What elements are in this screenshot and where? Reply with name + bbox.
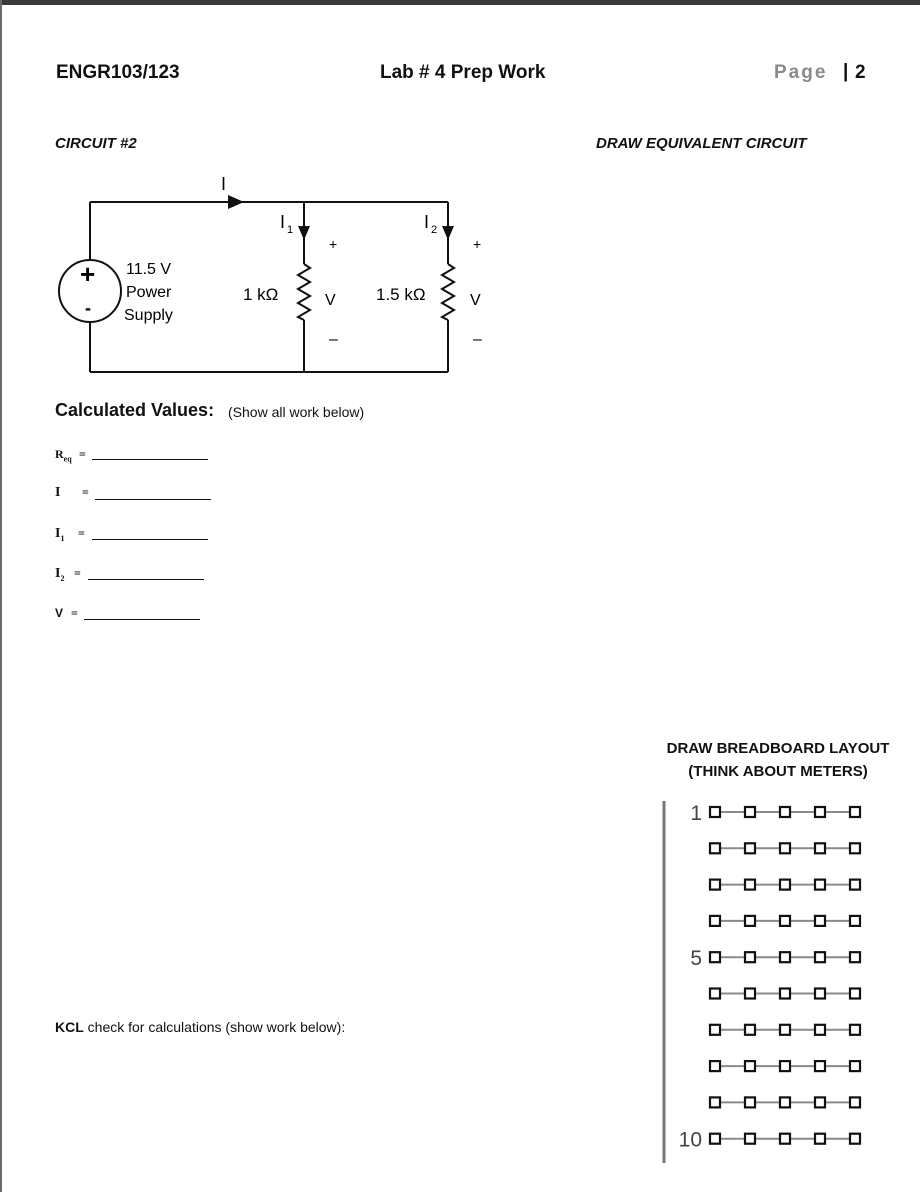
circuit-diagram	[0, 0, 920, 400]
breadboard-row	[690, 802, 860, 825]
field-i2-line[interactable]	[88, 579, 204, 580]
breadboard-row	[710, 1025, 860, 1035]
source-plus-sign: +	[80, 259, 96, 289]
kcl-instruction: KCL check for calculations (show work below):	[55, 1019, 346, 1035]
field-req-equals: =	[79, 447, 86, 461]
field-i1-label: $I_1$	[55, 526, 65, 543]
v2-plus: +	[473, 236, 482, 252]
field-i-equals: =	[82, 485, 89, 499]
breadboard-row	[710, 880, 860, 890]
breadboard-hole[interactable]	[815, 916, 825, 926]
breadboard-hole[interactable]	[850, 1061, 860, 1071]
breadboard-hole[interactable]	[745, 880, 755, 890]
field-i1-equals: =	[78, 526, 85, 540]
equivalent-circuit-heading: DRAW EQUIVALENT CIRCUIT	[596, 135, 807, 152]
page-number: 2	[855, 62, 866, 83]
resistor-1-zigzag	[298, 264, 310, 320]
v2-minus: –	[473, 331, 482, 348]
field-i1-line[interactable]	[92, 539, 208, 540]
breadboard-hole[interactable]	[850, 1025, 860, 1035]
breadboard-hole[interactable]	[780, 1061, 790, 1071]
breadboard-row	[690, 947, 860, 970]
field-req-label: $R_{eq}$	[55, 447, 72, 464]
breadboard-hole[interactable]	[710, 1061, 720, 1071]
breadboard-row-number: 10	[678, 1128, 702, 1152]
breadboard-hole[interactable]	[780, 843, 790, 853]
field-v-line[interactable]	[84, 619, 200, 620]
current-arrow-1	[298, 226, 310, 240]
resistor-1-label: 1 kΩ	[243, 285, 279, 304]
page-label: Page	[774, 62, 828, 83]
calculated-values-heading: Calculated Values:	[55, 400, 215, 420]
breadboard-row	[679, 1129, 860, 1152]
breadboard-hole[interactable]	[780, 1025, 790, 1035]
field-i2-equals: =	[74, 566, 81, 580]
field-i2-label: $I_2$	[55, 566, 65, 583]
calculated-values-note: (Show all work below)	[228, 404, 365, 420]
breadboard-hole[interactable]	[780, 1097, 790, 1107]
field-i-line[interactable]	[95, 499, 211, 500]
course-code: ENGR103/123	[56, 62, 180, 83]
breadboard-hole[interactable]	[850, 989, 860, 999]
v2-label: V	[470, 292, 481, 309]
breadboard-hole[interactable]	[745, 1061, 755, 1071]
breadboard-hole[interactable]	[815, 880, 825, 890]
v1-plus: +	[329, 236, 338, 252]
breadboard-row-number: 5	[690, 947, 702, 971]
breadboard-row	[710, 989, 860, 999]
breadboard-row	[710, 1061, 860, 1071]
breadboard-hole[interactable]	[850, 843, 860, 853]
page-separator: |	[843, 61, 849, 82]
breadboard-row	[710, 1097, 860, 1107]
breadboard-hole[interactable]	[850, 1097, 860, 1107]
source-minus-sign: -	[85, 298, 91, 318]
label-current-2-sub: 2	[431, 224, 438, 236]
current-arrow-2	[442, 226, 454, 240]
breadboard-hole[interactable]	[745, 952, 755, 962]
breadboard-hole[interactable]	[710, 916, 720, 926]
source-voltage: 11.5 V	[126, 261, 172, 278]
field-i-label: I	[55, 485, 61, 500]
breadboard-hole[interactable]	[745, 989, 755, 999]
resistor-2-label: 1.5 kΩ	[376, 285, 426, 304]
breadboard-row-number: 1	[690, 802, 702, 825]
breadboard-heading-line2: (THINK ABOUT METERS)	[688, 763, 868, 780]
breadboard-hole[interactable]	[815, 1061, 825, 1071]
breadboard-hole[interactable]	[815, 952, 825, 962]
breadboard-hole[interactable]	[710, 880, 720, 890]
breadboard-hole[interactable]	[745, 1097, 755, 1107]
field-v-label: V	[55, 606, 64, 620]
breadboard-hole[interactable]	[850, 916, 860, 926]
source-power: Power	[126, 284, 172, 301]
breadboard-hole[interactable]	[850, 1134, 860, 1144]
field-v-equals: =	[71, 606, 78, 620]
label-current-total: I	[221, 174, 227, 194]
breadboard-grid	[650, 795, 890, 1175]
breadboard-hole[interactable]	[745, 1025, 755, 1035]
breadboard-hole[interactable]	[780, 952, 790, 962]
breadboard-hole[interactable]	[815, 843, 825, 853]
lab-title: Lab # 4 Prep Work	[380, 62, 546, 83]
breadboard-hole[interactable]	[745, 807, 755, 817]
breadboard-hole[interactable]	[780, 807, 790, 817]
breadboard-hole[interactable]	[780, 1134, 790, 1144]
breadboard-hole[interactable]	[850, 807, 860, 817]
breadboard-hole[interactable]	[710, 1025, 720, 1035]
breadboard-row	[710, 843, 860, 853]
breadboard-hole[interactable]	[710, 1097, 720, 1107]
label-current-1: I	[280, 212, 286, 232]
breadboard-hole[interactable]	[710, 1134, 720, 1144]
field-req-line[interactable]	[92, 459, 208, 460]
breadboard-row	[710, 916, 860, 926]
v1-label: V	[325, 292, 336, 309]
breadboard-hole[interactable]	[710, 989, 720, 999]
breadboard-hole[interactable]	[815, 1134, 825, 1144]
breadboard-hole[interactable]	[815, 1025, 825, 1035]
label-current-2: I	[424, 212, 430, 232]
breadboard-hole[interactable]	[745, 1134, 755, 1144]
breadboard-heading-line1: DRAW BREADBOARD LAYOUT	[666, 740, 890, 757]
circuit-label: CIRCUIT #2	[55, 135, 137, 152]
current-arrow-total	[228, 195, 244, 209]
breadboard-hole[interactable]	[815, 1097, 825, 1107]
breadboard-hole[interactable]	[780, 916, 790, 926]
breadboard-hole[interactable]	[780, 989, 790, 999]
breadboard-hole[interactable]	[780, 880, 790, 890]
breadboard-hole[interactable]	[710, 952, 720, 962]
label-current-1-sub: 1	[287, 224, 294, 236]
v1-minus: –	[329, 331, 338, 348]
breadboard-hole[interactable]	[815, 989, 825, 999]
breadboard-hole[interactable]	[745, 916, 755, 926]
breadboard-hole[interactable]	[710, 843, 720, 853]
breadboard-hole[interactable]	[745, 843, 755, 853]
breadboard-hole[interactable]	[850, 952, 860, 962]
breadboard-hole[interactable]	[815, 807, 825, 817]
resistor-2-zigzag	[442, 264, 454, 320]
source-supply: Supply	[124, 307, 173, 324]
breadboard-hole[interactable]	[850, 880, 860, 890]
breadboard-hole[interactable]	[710, 807, 720, 817]
